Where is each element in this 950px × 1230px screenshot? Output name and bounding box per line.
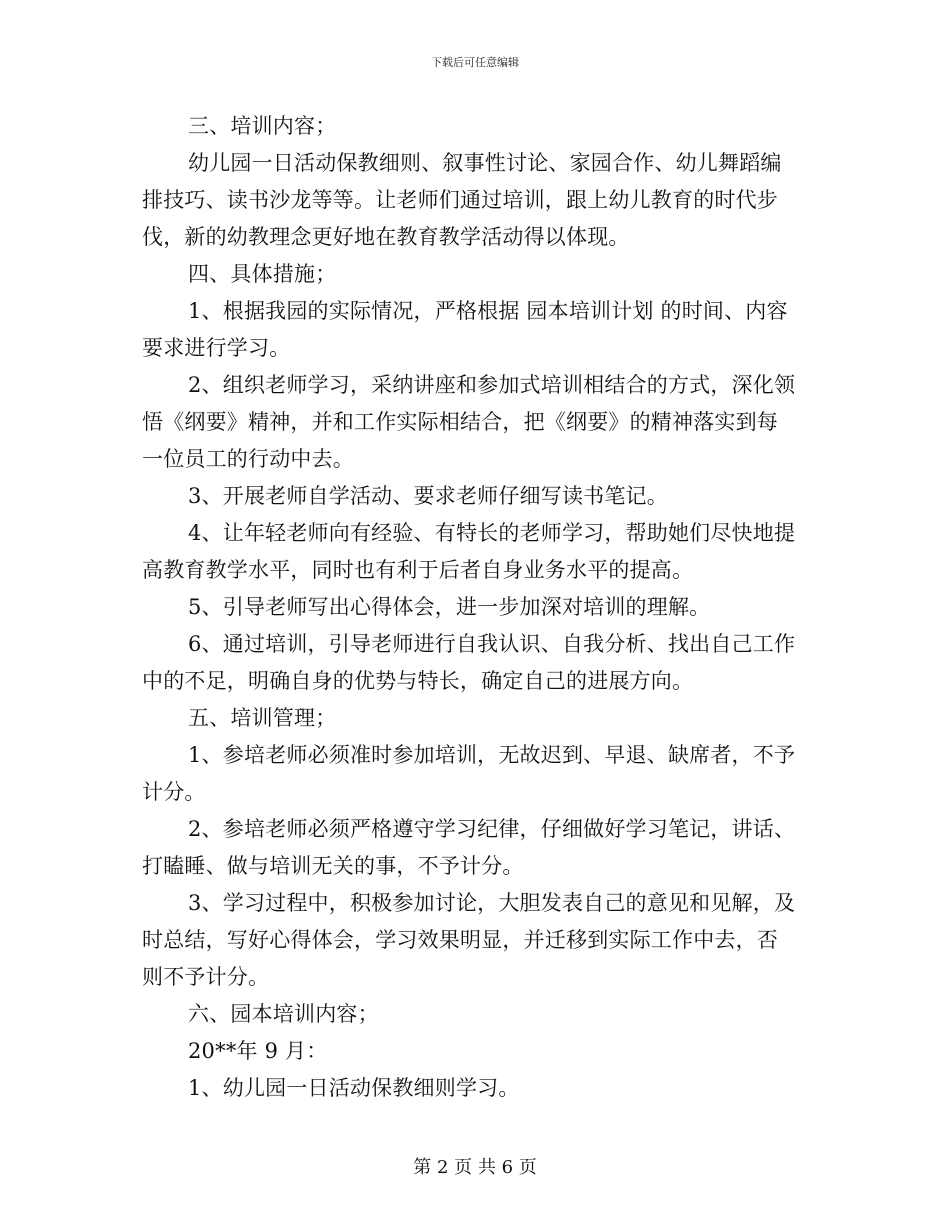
paragraph-line: 五、培训管理；	[188, 706, 337, 730]
paragraph-line: 3、学习过程中，积极参加讨论，大胆发表自己的意见和见解，及	[188, 891, 796, 915]
paragraph-line: 20**年 9 月：	[188, 1039, 328, 1063]
document-body	[142, 108, 812, 1107]
paragraph-line: 2、组织老师学习，采纳讲座和参加式培训相结合的方式，深化领	[188, 373, 796, 397]
paragraph-line: 要求进行学习。	[142, 336, 291, 360]
paragraph-line: 中的不足，明确自身的优势与特长，确定自己的进展方向。	[142, 669, 694, 693]
paragraph-line: 幼儿园一日活动保教细则、叙事性讨论、家园合作、幼儿舞蹈编	[188, 151, 782, 175]
paragraph-line: 3、开展老师自学活动、要求老师仔细写读书笔记。	[188, 484, 668, 508]
paragraph-line: 排技巧、读书沙龙等等。让老师们通过培训，跟上幼儿教育的时代步	[142, 188, 778, 212]
paragraph-line: 1、根据我园的实际情况，严格根据 园本培训计划 的时间、内容	[188, 299, 788, 323]
paragraph-line: 四、具体措施；	[188, 262, 337, 286]
paragraph-line: 悟《纲要》精神，并和工作实际相结合，把《纲要》的精神落实到每	[142, 410, 778, 434]
paragraph-line: 1、参培老师必须准时参加培训，无故迟到、早退、缺席者，不予	[188, 743, 796, 767]
paragraph-line: 三、培训内容；	[188, 114, 337, 138]
paragraph-line: 一位员工的行动中去。	[142, 447, 354, 471]
paragraph-line: 高教育教学水平，同时也有利于后者自身业务水平的提高。	[142, 558, 694, 582]
paragraph-line: 则不予计分。	[142, 965, 270, 989]
paragraph-line: 伐，新的幼教理念更好地在教育教学活动得以体现。	[142, 225, 630, 249]
paragraph-line: 时总结，写好心得体会，学习效果明显，并迁移到实际工作中去，否	[142, 928, 778, 952]
page-header-note: 下载后可任意编辑	[431, 56, 519, 69]
paragraph-line: 打瞌睡、做与培训无关的事，不予计分。	[142, 854, 524, 878]
paragraph-line: 计分。	[142, 780, 206, 804]
paragraph-line: 2、参培老师必须严格遵守学习纪律，仔细做好学习笔记，讲话、	[188, 817, 796, 841]
page-number-footer: 第 2 页 共 6 页	[413, 1157, 537, 1178]
paragraph-line: 4、让年轻老师向有经验、有特长的老师学习，帮助她们尽快地提	[188, 521, 796, 545]
paragraph-line: 6、通过培训，引导老师进行自我认识、自我分析、找出自己工作	[188, 632, 796, 656]
paragraph-line: 六、园本培训内容；	[188, 1002, 379, 1026]
paragraph-line: 5、引导老师写出心得体会，进一步加深对培训的理解。	[188, 595, 711, 619]
paragraph-line: 1、幼儿园一日活动保教细则学习。	[188, 1076, 520, 1100]
